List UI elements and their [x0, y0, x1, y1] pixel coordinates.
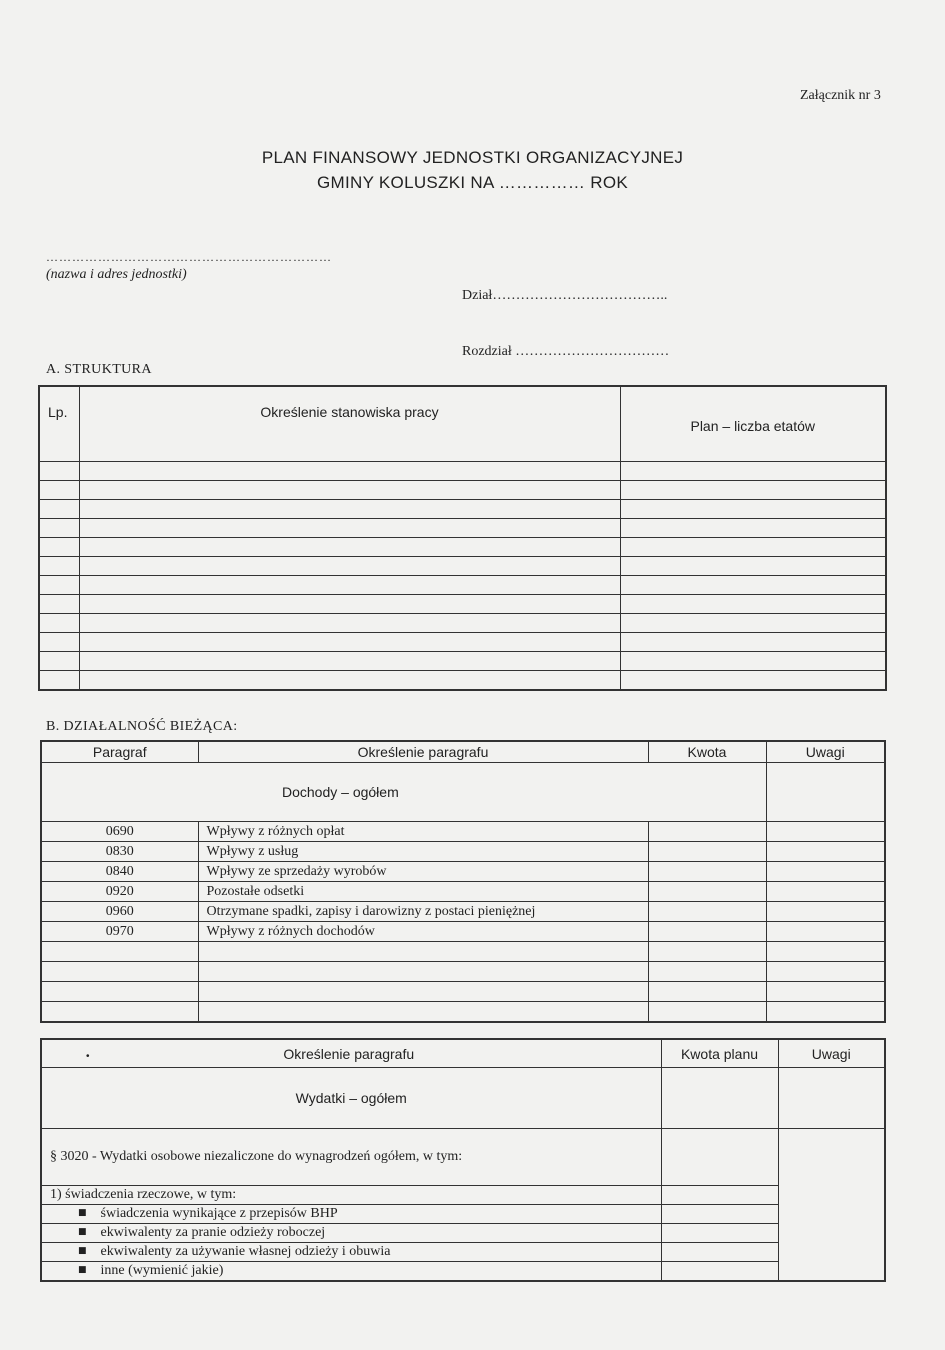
- expense-bullet-text: ekwiwalenty za pranie odzieży roboczej: [100, 1225, 326, 1240]
- position-cell[interactable]: [79, 576, 620, 595]
- unit-name-caption: (nazwa i adres jednostki): [46, 267, 187, 282]
- income-desc[interactable]: [198, 1002, 648, 1023]
- structure-row: [39, 633, 886, 652]
- income-uwagi-cell[interactable]: [766, 842, 885, 862]
- expense-bullet-label: [41, 1224, 661, 1243]
- structure-table: [38, 385, 887, 691]
- structure-row: [39, 595, 886, 614]
- expense-bullet-text: świadczenia wynikające z przepisów BHP: [100, 1206, 338, 1221]
- income-kwota-cell[interactable]: [648, 822, 766, 842]
- lp-cell[interactable]: [39, 595, 79, 614]
- expense-bullet-kwota[interactable]: [661, 1224, 778, 1243]
- item1-kwota[interactable]: [661, 1186, 778, 1205]
- income-uwagi-cell[interactable]: [766, 982, 885, 1002]
- p3020-label: § 3020 - Wydatki osobowe niezaliczone do wynagrodzeń ogółem, w tym:: [41, 1129, 661, 1186]
- expense-bullet-row: [41, 1243, 885, 1262]
- position-cell[interactable]: [79, 500, 620, 519]
- income-desc[interactable]: [198, 982, 648, 1002]
- income-row: [41, 862, 885, 882]
- plan-cell[interactable]: [620, 614, 886, 633]
- document-title-line1: PLAN FINANSOWY JEDNOSTKI ORGANIZACYJNEJ: [261, 148, 684, 167]
- income-row: [41, 842, 885, 862]
- expense-bullet-label: [41, 1262, 661, 1282]
- col-expense-uwagi: Uwagi: [778, 1039, 885, 1068]
- dzial-field[interactable]: Dział………………………………..: [462, 288, 668, 303]
- structure-row: [39, 500, 886, 519]
- position-cell[interactable]: [79, 633, 620, 652]
- income-desc: Wpływy z różnych dochodów: [198, 922, 648, 942]
- income-row: [41, 902, 885, 922]
- income-empty-row: [41, 982, 885, 1002]
- income-code: 0970: [41, 922, 198, 942]
- position-cell[interactable]: [79, 481, 620, 500]
- structure-row: [39, 462, 886, 481]
- income-desc: Wpływy z różnych opłat: [198, 822, 648, 842]
- item1-label: 1) świadczenia rzeczowe, w tym:: [41, 1186, 661, 1205]
- structure-header-row: [39, 386, 886, 462]
- income-code: 0960: [41, 902, 198, 922]
- income-uwagi-cell[interactable]: [766, 962, 885, 982]
- section-a-title: A. STRUKTURA: [46, 362, 152, 377]
- income-uwagi-cell[interactable]: [766, 1002, 885, 1023]
- item1-row: [41, 1186, 885, 1205]
- income-code[interactable]: [41, 982, 198, 1002]
- expenses-summary-row: [41, 1068, 885, 1129]
- lp-cell[interactable]: [39, 652, 79, 671]
- lp-cell[interactable]: [39, 557, 79, 576]
- income-desc: Otrzymane spadki, zapisy i darowizny z postaci pieniężnej: [198, 902, 648, 922]
- position-cell[interactable]: [79, 538, 620, 557]
- lp-cell[interactable]: [39, 462, 79, 481]
- bullet-marker-icon: •: [86, 1050, 90, 1062]
- unit-name-field[interactable]: …………………………………………………………: [46, 250, 332, 264]
- lp-cell[interactable]: [39, 538, 79, 557]
- expense-bullet-kwota[interactable]: [661, 1205, 778, 1224]
- expense-bullet-row: [41, 1224, 885, 1243]
- income-table: [40, 740, 886, 1023]
- income-desc: Wpływy ze sprzedaży wyrobów: [198, 862, 648, 882]
- square-bullet-icon: ■: [78, 1265, 87, 1275]
- lp-cell[interactable]: [39, 519, 79, 538]
- section-b-title: B. DZIAŁALNOŚĆ BIEŻĄCA:: [46, 719, 238, 734]
- income-code: 0920: [41, 882, 198, 902]
- expense-bullet-row: [41, 1262, 885, 1282]
- position-cell[interactable]: [79, 595, 620, 614]
- income-summary-row: [41, 763, 885, 822]
- income-uwagi-cell[interactable]: [766, 902, 885, 922]
- income-empty-row: [41, 962, 885, 982]
- expenses-header-row: [41, 1039, 885, 1068]
- col-expense-desc: [41, 1039, 661, 1068]
- income-desc[interactable]: [198, 962, 648, 982]
- expense-bullet-label: [41, 1243, 661, 1262]
- expenses-total-uwagi[interactable]: [778, 1068, 885, 1129]
- plan-cell[interactable]: [620, 652, 886, 671]
- income-kwota-cell[interactable]: [648, 842, 766, 862]
- income-uwagi-cell[interactable]: [766, 922, 885, 942]
- income-code: 0830: [41, 842, 198, 862]
- income-kwota-cell[interactable]: [648, 1002, 766, 1023]
- income-uwagi-cell[interactable]: [766, 862, 885, 882]
- income-kwota-cell[interactable]: [648, 882, 766, 902]
- income-row: [41, 822, 885, 842]
- expense-bullet-label: [41, 1205, 661, 1224]
- p3020-uwagi[interactable]: [778, 1129, 885, 1282]
- expense-bullet-kwota[interactable]: [661, 1243, 778, 1262]
- income-kwota-cell[interactable]: [648, 902, 766, 922]
- col-plan: Plan – liczba etatów: [620, 386, 886, 462]
- income-uwagi-cell[interactable]: [766, 882, 885, 902]
- income-row: [41, 882, 885, 902]
- col-kwota-planu: Kwota planu: [661, 1039, 778, 1068]
- position-cell[interactable]: [79, 462, 620, 481]
- income-code: 0690: [41, 822, 198, 842]
- income-code: 0840: [41, 862, 198, 882]
- plan-cell[interactable]: [620, 633, 886, 652]
- income-desc[interactable]: [198, 942, 648, 962]
- col-uwagi: Uwagi: [766, 741, 885, 763]
- position-cell[interactable]: [79, 614, 620, 633]
- structure-row: [39, 576, 886, 595]
- income-code[interactable]: [41, 962, 198, 982]
- income-total-uwagi[interactable]: [766, 763, 885, 822]
- structure-row: [39, 538, 886, 557]
- col-kwota: Kwota: [648, 741, 766, 763]
- expense-bullet-text: inne (wymienić jakie): [100, 1263, 224, 1278]
- document-title-line2: GMINY KOLUSZKI NA …………… ROK: [316, 173, 628, 192]
- expense-bullet-kwota[interactable]: [661, 1262, 778, 1282]
- income-desc: Pozostałe odsetki: [198, 882, 648, 902]
- expense-desc-header: Określenie paragrafu: [283, 1045, 415, 1062]
- square-bullet-icon: ■: [78, 1208, 87, 1218]
- plan-cell[interactable]: [620, 595, 886, 614]
- p3020-kwota[interactable]: [661, 1129, 778, 1186]
- structure-row: [39, 481, 886, 500]
- income-code[interactable]: [41, 942, 198, 962]
- plan-cell[interactable]: [620, 462, 886, 481]
- plan-cell[interactable]: [620, 500, 886, 519]
- structure-row: [39, 671, 886, 691]
- col-position: Określenie stanowiska pracy: [79, 386, 620, 462]
- structure-row: [39, 557, 886, 576]
- lp-cell[interactable]: [39, 481, 79, 500]
- income-code[interactable]: [41, 1002, 198, 1023]
- income-header-row: [41, 741, 885, 763]
- square-bullet-icon: ■: [78, 1227, 87, 1237]
- structure-row: [39, 652, 886, 671]
- income-kwota-cell[interactable]: [648, 982, 766, 1002]
- p3020-row: [41, 1129, 885, 1186]
- lp-cell[interactable]: [39, 671, 79, 691]
- income-uwagi-cell[interactable]: [766, 942, 885, 962]
- income-total-label: Dochody – ogółem: [41, 763, 766, 822]
- lp-cell[interactable]: [39, 500, 79, 519]
- income-empty-row: [41, 1002, 885, 1023]
- plan-cell[interactable]: [620, 481, 886, 500]
- col-paragraf: Paragraf: [41, 741, 198, 763]
- income-empty-row: [41, 942, 885, 962]
- expenses-total-label: Wydatki – ogółem: [41, 1068, 661, 1129]
- income-kwota-cell[interactable]: [648, 942, 766, 962]
- lp-cell[interactable]: [39, 614, 79, 633]
- structure-row: [39, 614, 886, 633]
- plan-cell[interactable]: [620, 519, 886, 538]
- rozdzial-field[interactable]: Rozdział ……………………………: [462, 344, 670, 359]
- expense-bullet-row: [41, 1205, 885, 1224]
- expense-bullet-text: ekwiwalenty za używanie własnej odzieży i obuwia: [100, 1244, 391, 1259]
- col-paragraph-desc: Określenie paragrafu: [198, 741, 648, 763]
- expenses-total-kwota[interactable]: [661, 1068, 778, 1129]
- expenses-table: [40, 1038, 886, 1282]
- col-lp: Lp.: [39, 386, 79, 462]
- square-bullet-icon: ■: [78, 1246, 87, 1256]
- income-kwota-cell[interactable]: [648, 922, 766, 942]
- income-uwagi-cell[interactable]: [766, 822, 885, 842]
- lp-cell[interactable]: [39, 633, 79, 652]
- plan-cell[interactable]: [620, 671, 886, 691]
- income-kwota-cell[interactable]: [648, 962, 766, 982]
- attachment-label: Załącznik nr 3: [800, 88, 881, 103]
- income-desc: Wpływy z usług: [198, 842, 648, 862]
- position-cell[interactable]: [79, 652, 620, 671]
- structure-row: [39, 519, 886, 538]
- income-row: [41, 922, 885, 942]
- plan-cell[interactable]: [620, 538, 886, 557]
- position-cell[interactable]: [79, 519, 620, 538]
- plan-cell[interactable]: [620, 557, 886, 576]
- position-cell[interactable]: [79, 557, 620, 576]
- lp-cell[interactable]: [39, 576, 79, 595]
- position-cell[interactable]: [79, 671, 620, 691]
- plan-cell[interactable]: [620, 576, 886, 595]
- income-kwota-cell[interactable]: [648, 862, 766, 882]
